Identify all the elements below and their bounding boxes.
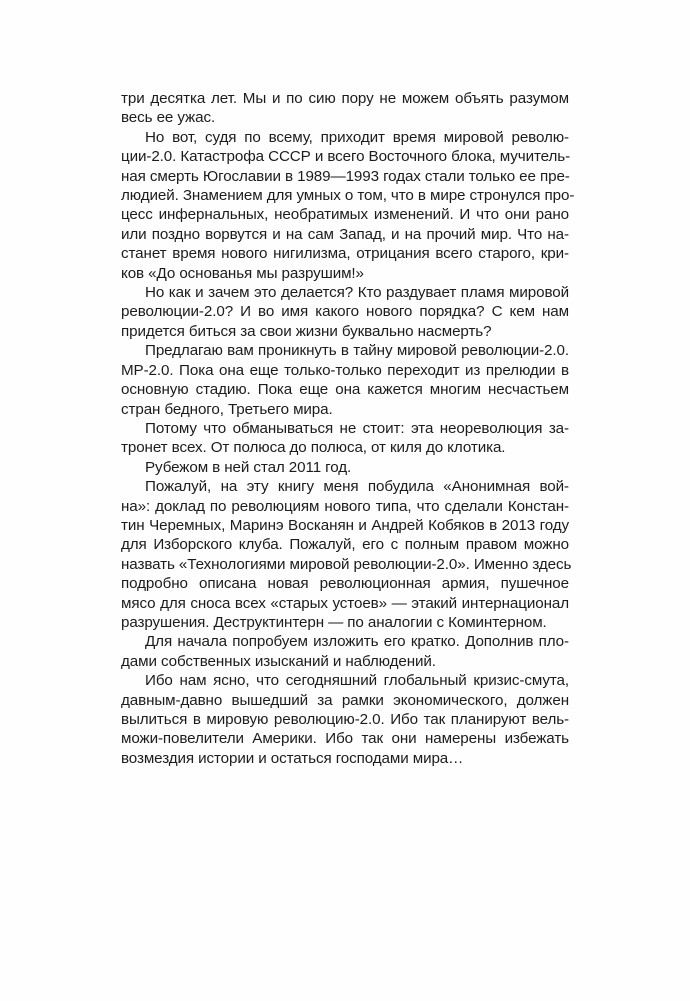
text-line: Предлагаю вам проникнуть в тайну мировой революции-2.0.: [145, 342, 569, 360]
text-line: цесс инфернальных, необратимых изменений. И что они рано: [121, 206, 569, 224]
text-line: МР-2.0. Пока она еще только-только переходит из прелюдии в: [121, 361, 569, 379]
text-line: можи-повелители Америки. Ибо так они намерены избежать: [121, 730, 569, 748]
text-line: Но вот, судя по всему, приходит время мировой револю-: [145, 128, 569, 146]
paragraph: [121, 419, 569, 458]
text-line: стран бедного, Третьего мира.: [121, 400, 333, 418]
text-line: для Изборского клуба. Пожалуй, его с полным правом можно: [121, 536, 569, 554]
text-line: Ибо нам ясно, что сегодняшний глобальный кризис-смута,: [145, 672, 569, 690]
text-line: Пожалуй, на эту книгу меня побудила «Анонимная вой-: [145, 478, 569, 496]
body-text: [121, 89, 575, 768]
text-line: возмездия истории и остаться господами мира…: [121, 749, 464, 767]
paragraph: [121, 671, 569, 768]
text-line: основную стадию. Пока еще она кажется многим несчастьем: [121, 381, 569, 399]
text-line: ная смерть Югославии в 1989—1993 годах стали только ее пре-: [121, 167, 570, 185]
text-line: или поздно ворвутся и на сам Запад, и на прочий мир. Что на-: [121, 225, 569, 243]
text-line: Для начала попробуем изложить его кратко. Дополнив пло-: [145, 633, 569, 651]
paragraph: [121, 89, 569, 128]
text-line: тронет всех. От полюса до полюса, от киля до клотика.: [121, 439, 506, 457]
paragraph: [121, 477, 572, 632]
text-line: ков «До основанья мы разрушим!»: [121, 264, 364, 282]
paragraph: [121, 283, 569, 341]
text-line: разрушения. Деструктинтерн — по аналогии с Коминтерном.: [121, 613, 547, 631]
text-line: тин Черемных, Маринэ Восканян и Андрей Кобяков в 2013 году: [121, 516, 569, 534]
text-line: подробно описана новая революционная армия, пушечное: [121, 575, 569, 593]
text-line: назвать «Технологиями мировой революции-2.0». Именно здесь: [121, 555, 572, 573]
text-line: Потому что обманываться не стоит: эта неореволюция за-: [145, 419, 569, 437]
paragraph: [121, 632, 569, 671]
text-line: дами собственных изысканий и наблюдений.: [121, 652, 436, 670]
text-line: Но как и зачем это делается? Кто раздувает пламя мировой: [145, 284, 569, 302]
text-line: три десятка лет. Мы и по сию пору не можем объять разумом: [121, 90, 569, 107]
text-line: придется биться за свои жизни буквально насмерть?: [121, 322, 492, 340]
text-line: ции-2.0. Катастрофа СССР и всего Восточного блока, мучитель-: [121, 148, 571, 166]
text-line: на»: доклад по революциям нового типа, что сделали Констан-: [121, 497, 569, 515]
paragraph: [121, 458, 569, 477]
text-line: людией. Знамением для умных о том, что в мире стронулся про-: [121, 187, 575, 205]
text-line: мясо для сноса всех «старых устоев» — этакий интернационал: [121, 594, 569, 612]
text-line: революции-2.0? И во имя какого нового порядка? С кем нам: [121, 303, 569, 321]
text-line: давным-давно вышедший за рамки экономического, должен: [121, 691, 569, 709]
paragraph: [121, 341, 569, 419]
text-line: вылиться в мировую революцию-2.0. Ибо так планируют вель-: [121, 711, 569, 728]
text-line: станет время нового нигилизма, отрицания всего старого, кри-: [121, 245, 569, 263]
paragraph: [121, 128, 575, 283]
text-line: Рубежом в ней стал 2011 год.: [145, 458, 352, 476]
text-line: весь ее ужас.: [121, 109, 216, 127]
